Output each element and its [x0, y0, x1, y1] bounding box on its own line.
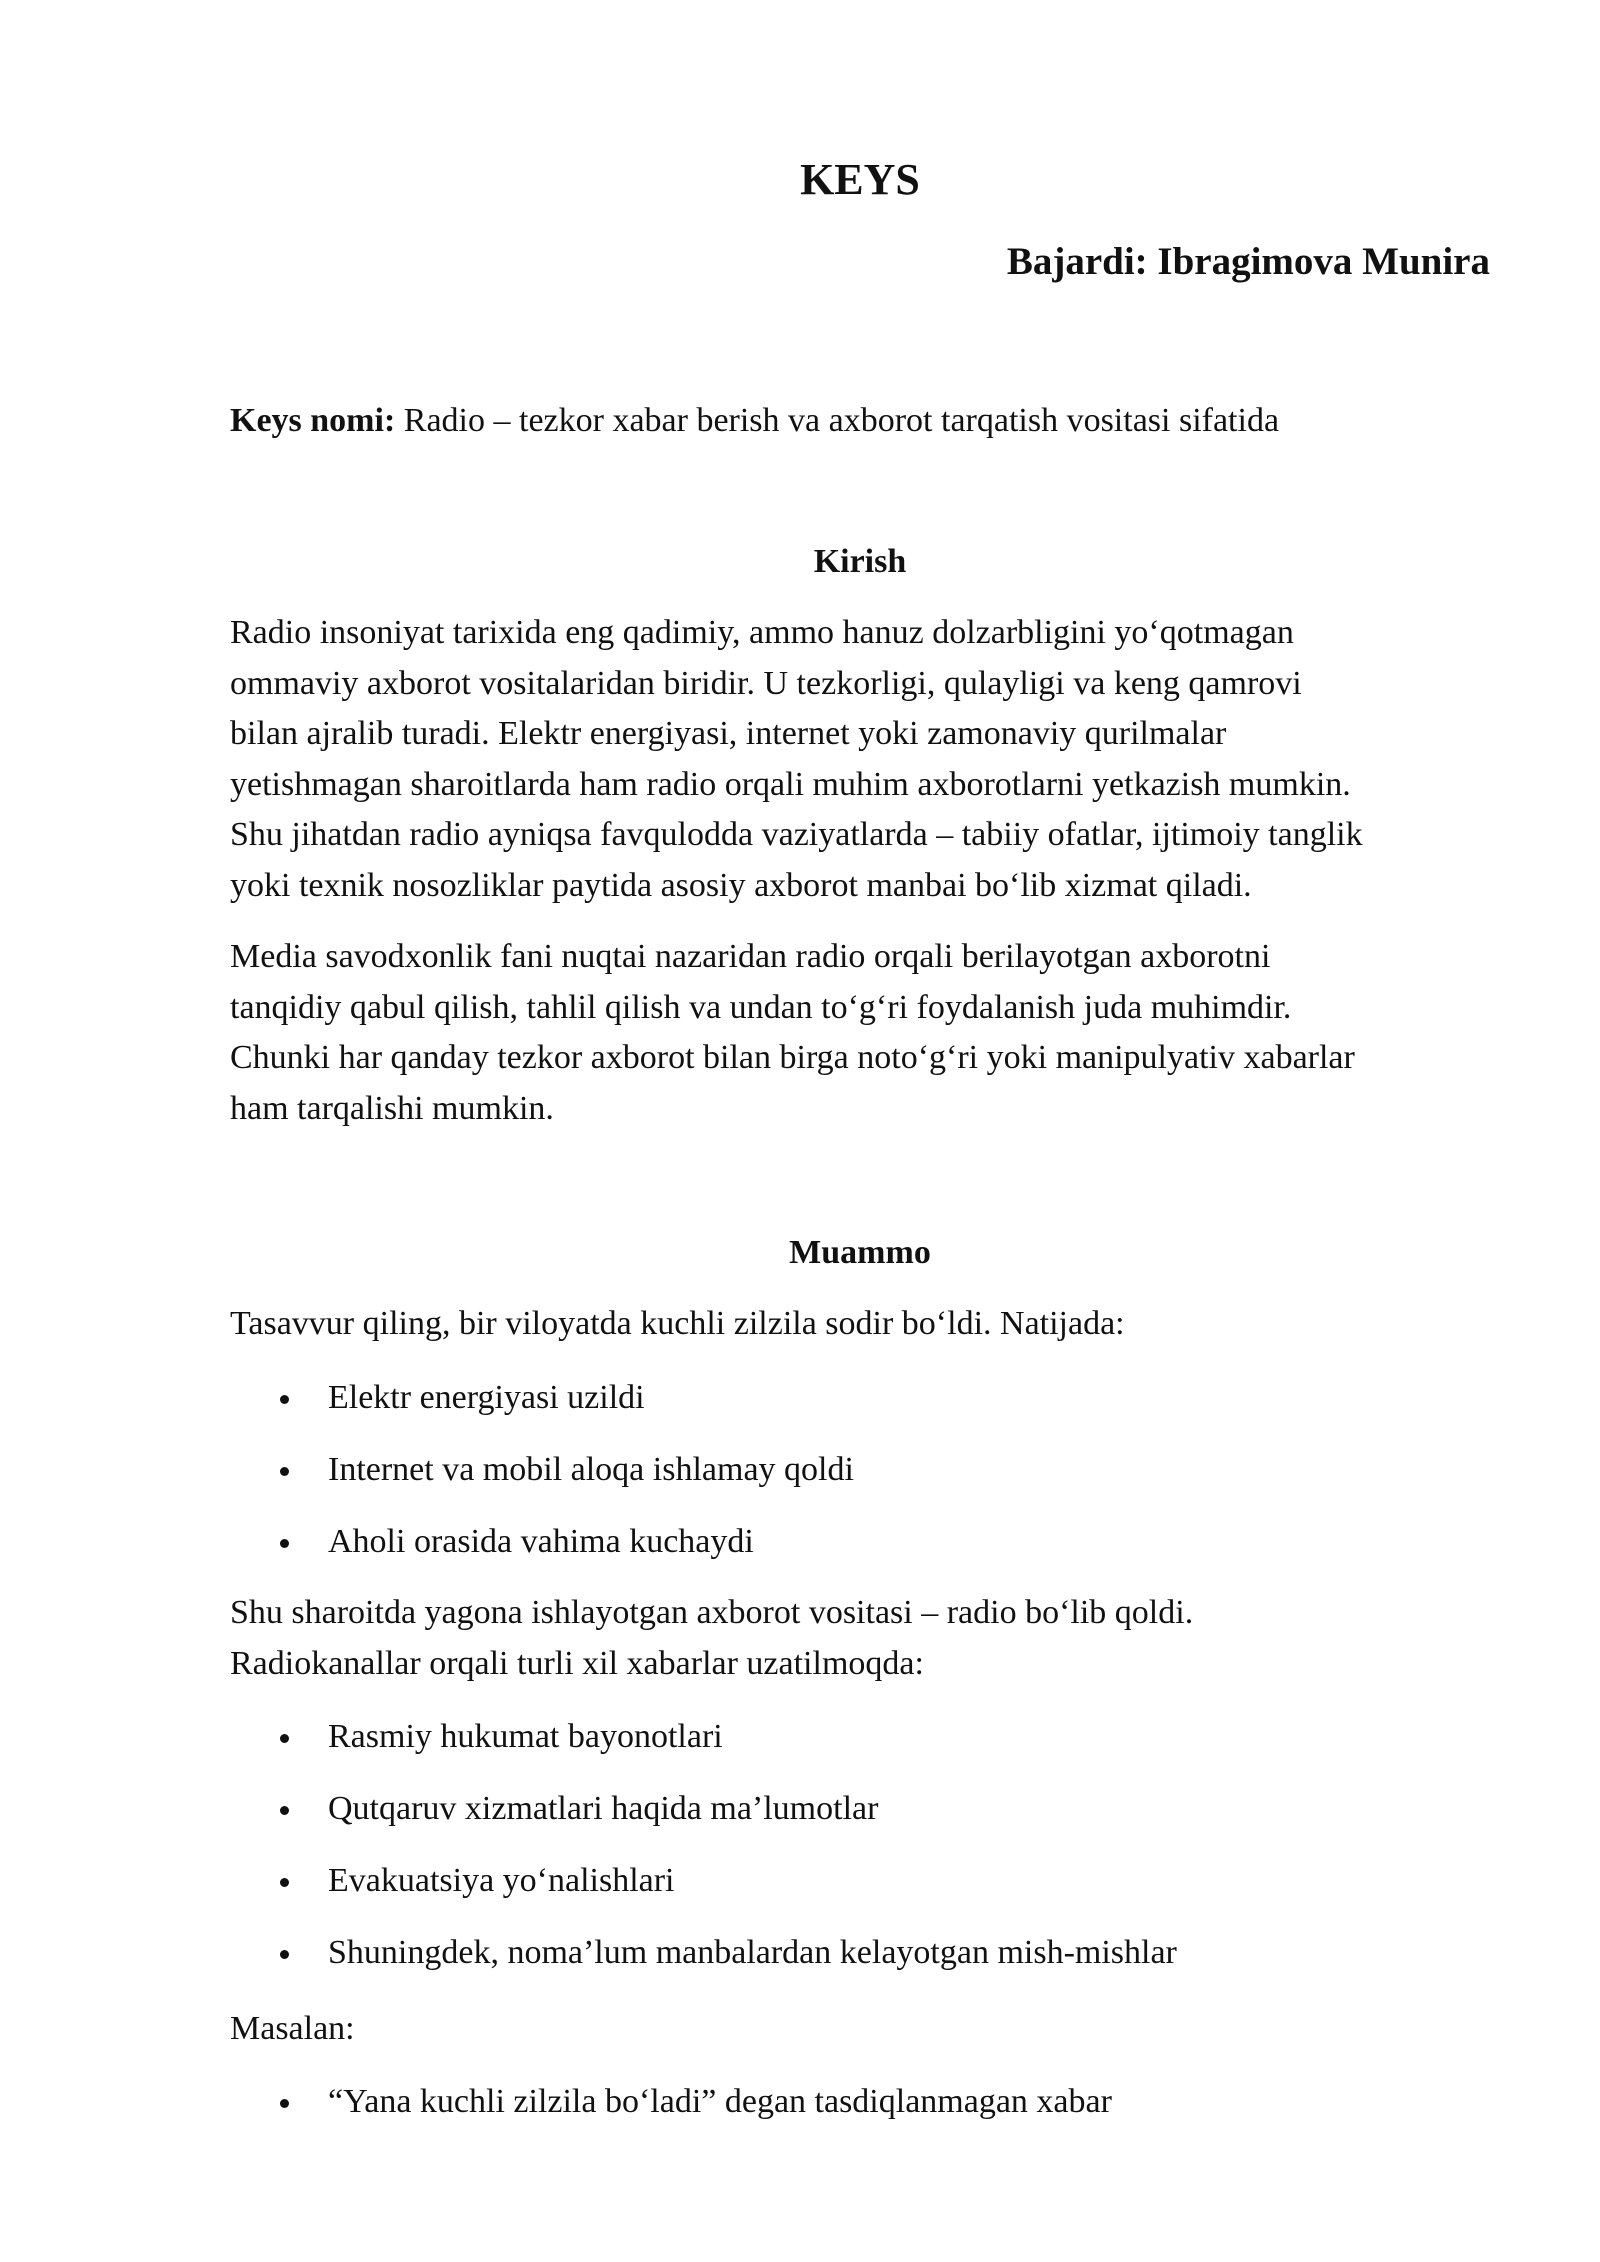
effects-list — [230, 1374, 1490, 1566]
bullet-icon — [280, 1878, 289, 1887]
bullet-icon — [280, 1539, 289, 1548]
list-item-text: “Yana kuchli zilzila bo‘ladi” degan tasdiqlanmagan xabar — [328, 2083, 1112, 2120]
example-list — [230, 2078, 1490, 2126]
text-line: ham tarqalishi mumkin. — [230, 1089, 554, 1127]
list-item-text: Rasmiy hukumat bayonotlari — [328, 1718, 723, 1755]
list-item-text: Shuningdek, noma’lum manbalardan kelayotgan mish-mishlar — [328, 1934, 1177, 1971]
text-line: Masalan: — [230, 2010, 355, 2047]
heading-kirish: Kirish — [813, 543, 907, 580]
text-line: Radio insoniyat tarixida eng qadimiy, ammo hanuz dolzarbligini yo‘qotmagan — [230, 614, 1294, 651]
text-line: Radiokanallar orqali turli xil xabarlar uzatilmoqda: — [230, 1644, 924, 1682]
case-name — [230, 396, 1490, 446]
list-item — [230, 1446, 1490, 1494]
intro-paragraph-1 — [230, 608, 1500, 912]
text-line: yoki texnik nosozliklar paytida asosiy axborot manbai bo‘lib xizmat qiladi. — [230, 866, 1252, 904]
list-item — [230, 1857, 1490, 1905]
bullet-icon — [280, 2099, 289, 2108]
list-item — [230, 1713, 1490, 1761]
list-item-text: Qutqaruv xizmatlari haqida ma’lumotlar — [328, 1790, 879, 1827]
case-name-value: Radio – tezkor xabar berish va axborot tarqatish vositasi sifatida — [395, 402, 1280, 439]
list-item — [230, 1929, 1490, 1977]
problem-paragraph-1 — [230, 1299, 1500, 1350]
text-line: bilan ajralib turadi. Elektr energiyasi, internet yoki zamonaviy qurilmalar — [230, 715, 1227, 753]
bullet-icon — [280, 1467, 289, 1476]
list-item — [230, 1518, 1490, 1566]
intro-paragraph-2 — [230, 932, 1500, 1134]
text-line: Tasavvur qiling, bir viloyatda kuchli zilzila sodir bo‘ldi. Natijada: — [230, 1305, 1125, 1342]
text-line: Shu jihatdan radio ayniqsa favqulodda vaziyatlarda – tabiiy ofatlar, ijtimoiy tanglik — [230, 816, 1363, 854]
text-line: tanqidiy qabul qilish, tahlil qilish va undan to‘g‘ri foydalanish juda muhimdir. — [230, 988, 1292, 1026]
list-item-text: Elektr energiyasi uzildi — [328, 1379, 645, 1416]
text-line: ommaviy axborot vositalaridan biridir. U tezkorligi, qulayligi va keng qamrovi — [230, 664, 1302, 702]
bullet-icon — [280, 1734, 289, 1743]
text-line: yetishmagan sharoitlarda ham radio orqali muhim axborotlarni yetkazish mumkin. — [230, 765, 1351, 803]
list-item — [230, 1785, 1490, 1833]
bullet-icon — [280, 1806, 289, 1815]
document-title: KEYS — [800, 155, 920, 204]
case-name-label: Keys nomi: — [230, 402, 396, 439]
list-item — [230, 2078, 1490, 2126]
broadcast-list — [230, 1713, 1490, 1977]
text-line: Media savodxonlik fani nuqtai nazaridan radio orqali berilayotgan axborotni — [230, 938, 1271, 975]
bullet-icon — [280, 1395, 289, 1404]
list-item-text: Internet va mobil aloqa ishlamay qoldi — [328, 1451, 854, 1488]
list-item-text: Aholi orasida vahima kuchaydi — [328, 1523, 754, 1560]
problem-paragraph-2 — [230, 1588, 1500, 1689]
text-line: Chunki har qanday tezkor axborot bilan birga noto‘g‘ri yoki manipulyativ xabarlar — [230, 1039, 1355, 1077]
bullet-icon — [280, 1950, 289, 1959]
text-line: Shu sharoitda yagona ishlayotgan axborot vositasi – radio bo‘lib qoldi. — [230, 1594, 1194, 1631]
heading-muammo: Muammo — [789, 1234, 931, 1271]
list-item-text: Evakuatsiya yo‘nalishlari — [328, 1862, 675, 1899]
problem-paragraph-3 — [230, 2004, 1500, 2055]
list-item — [230, 1374, 1490, 1422]
author-line: Bajardi: Ibragimova Munira — [1006, 240, 1490, 283]
